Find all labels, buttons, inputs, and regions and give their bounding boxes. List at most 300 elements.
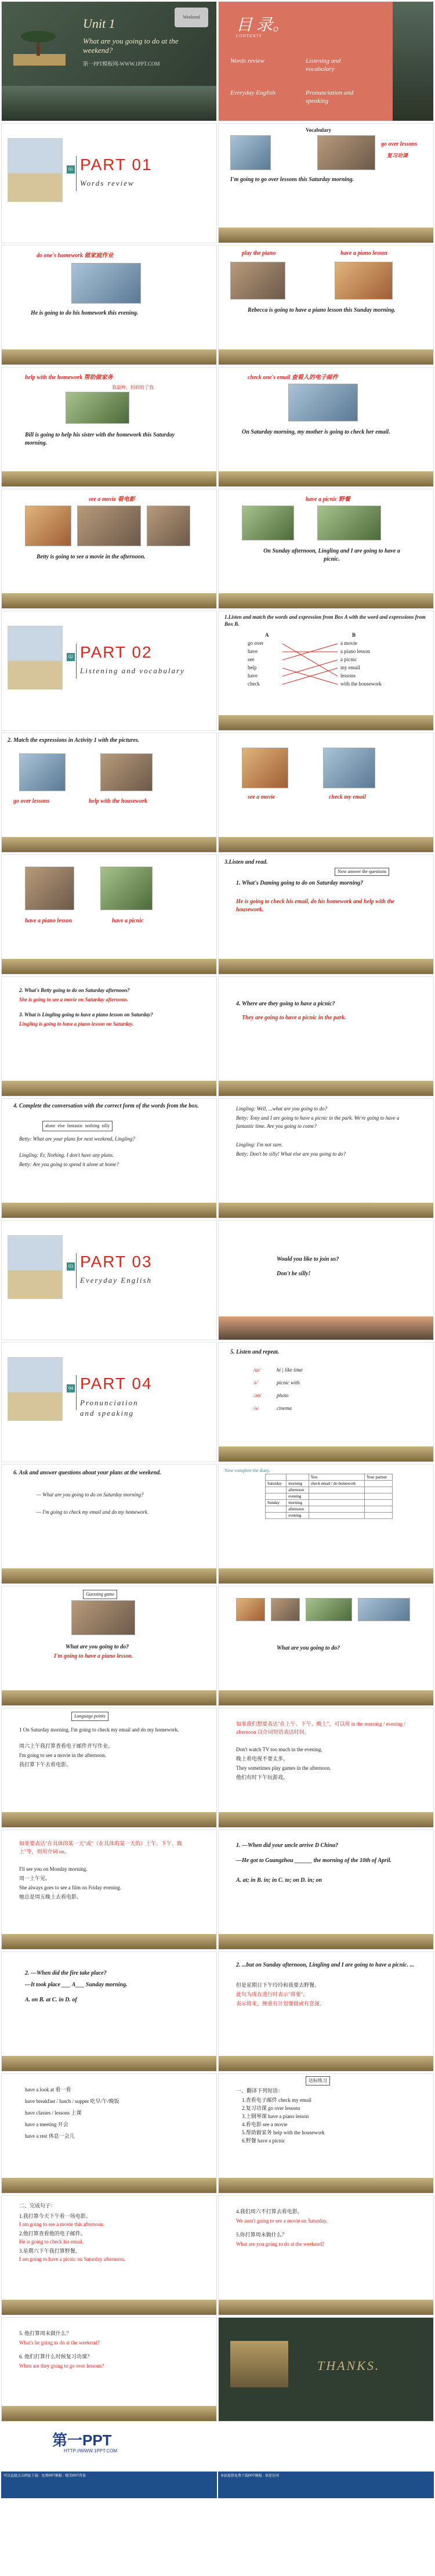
box-a-item[interactable]: have (248, 648, 258, 654)
dialog-line-6: Lingling: I'm not sure. (236, 1142, 283, 1148)
ppt-logo[interactable]: 第一PPT (52, 2431, 112, 2449)
dialog-slide (218, 1098, 434, 1218)
phrase-item-3: have classes / lessons 上课 (25, 2110, 82, 2116)
guess2-question: What are you going to do? (277, 1645, 340, 1651)
ground-strip (219, 1934, 433, 1949)
ground-strip (219, 1690, 433, 1705)
table-row (266, 1493, 393, 1500)
sound-words-1: hi | like time (277, 1367, 303, 1373)
phrases-slide (1, 2073, 217, 2193)
language2-slide (218, 1708, 434, 1828)
table-cell (287, 1474, 309, 1481)
ground-strip (2, 349, 216, 365)
fill3-item-1: 5. 他打算周末做什么？ (19, 2330, 72, 2336)
everyday-slide (218, 1220, 434, 1340)
dialog-line-4: Lingling: Well, ...what are you going to do? (236, 1106, 328, 1112)
footer-url[interactable]: HTTP://WWW.1PPT.COM (64, 2448, 117, 2454)
match2-label-2: help with the housework (89, 798, 147, 804)
guess2-photo-2 (271, 1598, 300, 1621)
language-line-4: 我打算下午去看电影。 (19, 1762, 72, 1767)
homework-label: do one's homework 做家庭作业 (37, 252, 114, 259)
table-cell: afternoon (287, 1506, 309, 1513)
language3-line-2: I'll see you on Monday morning. (19, 1866, 88, 1872)
complete-instruction: 4. Complete the conversation with the correct form of the words from the box. (13, 1103, 199, 1109)
dialog-line-3: Betty: Are you going to spend it alone at home? (19, 1161, 119, 1167)
table-cell: evening (287, 1493, 309, 1500)
table-row (266, 1500, 393, 1506)
thanks-text: THANKS. (317, 2358, 380, 2373)
part-subtitle: Pronunciation and speaking (80, 1398, 139, 1417)
house-photo (8, 1357, 63, 1421)
toc-item-1[interactable]: Words review (230, 57, 264, 64)
phrase-item-5: have a rest 休息一会儿 (25, 2133, 75, 2139)
box-b-item[interactable]: lessons (340, 673, 356, 679)
box-a-item[interactable]: see (248, 656, 255, 662)
ground-strip (219, 1081, 433, 1096)
listen5-header: 5. Listen and repeat. (230, 1349, 280, 1355)
toc-item-3[interactable]: Everyday English (230, 89, 276, 96)
toc-side-image (393, 2, 433, 121)
helpwith-bubble: 我最棒，妈妈给了我 (112, 385, 154, 390)
fill3-item-2: What's he going to do at the weekend? (19, 2340, 100, 2346)
helpwith-photo (66, 392, 129, 424)
table-cell: evening (287, 1513, 309, 1519)
answer-4: They are going to have a picnic in the park. (242, 1015, 346, 1021)
dialog-line-1: Betty: What are your plans for next weekend, Lingling? (19, 1136, 135, 1142)
table-cell[interactable] (309, 1500, 364, 1506)
review-header: 达标练习 (306, 2076, 330, 2086)
table-row (266, 1506, 393, 1513)
review-slide (218, 2073, 434, 2193)
ground-strip (219, 2056, 433, 2071)
movie-photo-3 (147, 506, 190, 546)
table-cell[interactable] (364, 1493, 392, 1500)
answer-3: Lingling is going to have a piano lesson on Saturday. (19, 1021, 134, 1027)
mc2-question-2: —It took place ___ A___ Sunday morning. (25, 1982, 128, 1988)
match3-picture-2 (100, 867, 153, 910)
ground-strip (219, 1568, 433, 1583)
email-label: check one's email 查看人的电子邮件 (248, 374, 338, 381)
answer-2: She is going to see a movie on Saturday afternoon. (19, 997, 129, 1002)
box-b (340, 639, 410, 688)
vocab-phrase-cn: 复习功课 (387, 153, 408, 158)
table-cell: You (309, 1474, 364, 1481)
sound-words-3: photo (277, 1392, 289, 1398)
review-item-5: 5.帮助做家务 help with the housework (242, 2130, 325, 2135)
guess2-slide (218, 1586, 434, 1706)
movie-photo-1 (25, 506, 71, 546)
ask6-line-2: — I'm going to check my email and do my homework. (37, 1509, 149, 1515)
part-subtitle: Listening and vocabulary (80, 666, 185, 675)
part-number: 03 (67, 1262, 75, 1271)
review-item-3: 3.上钢琴课 have a piano lesson (242, 2113, 309, 2119)
part-title: PART 03 (80, 1253, 153, 1271)
picnic-label: have a picnic 野餐 (306, 496, 350, 503)
match2-slide (1, 733, 217, 853)
vocab-sentence: I'm going to go over lessons this Saturday morning. (230, 176, 354, 183)
match2-instruction: 2. Match the expressions in Activity 1 with the pictures. (8, 737, 140, 744)
sound-words-2: picnic with (277, 1380, 300, 1386)
box-b-head: B (352, 632, 356, 638)
part03-slide (1, 1220, 217, 1340)
sound-2: /ɪ/ (253, 1380, 258, 1386)
piano-slide (218, 245, 434, 365)
homework-photo (71, 263, 141, 304)
helpwith-slide (1, 367, 217, 487)
table-row (266, 1481, 393, 1487)
box-b-item[interactable]: a movie (340, 640, 357, 646)
language-line-2: 周六上午我打算查看电子邮件并写作业。 (19, 1743, 114, 1749)
dialog-line-2: Lingling: Er, Nothing. I don't have any plans. (19, 1152, 114, 1158)
site-url: 第一PPT模板网-WWW.1PPT.COM (83, 61, 160, 67)
ground-strip (2, 959, 216, 974)
mc2-question: 2. —When did the fire take place? (25, 1970, 107, 1976)
table-cell: morning (287, 1481, 309, 1487)
match2-label-3: see a movie (248, 794, 276, 800)
family-photo (230, 135, 271, 170)
match2-picture-3 (242, 748, 288, 788)
ground-strip (219, 1812, 433, 1827)
fill-item-6: I am going to have a picnic on Saturday afternoon. (19, 2256, 125, 2262)
listen5-slide (218, 1342, 434, 1462)
language-slide (1, 1708, 217, 1828)
match2-picture-2 (100, 753, 153, 791)
ground-strip (219, 2178, 433, 2193)
ground-strip (2, 2406, 216, 2421)
table-cell[interactable] (364, 1481, 392, 1487)
match2-label-1: go over lessons (13, 798, 50, 804)
table-cell[interactable] (309, 1506, 364, 1513)
fill3-item-3: 6. 他们打算什么时候复习功课？ (19, 2354, 93, 2359)
language2-line-2: Don't watch TV too much in the evening. (236, 1747, 322, 1752)
ground-strip (219, 593, 433, 608)
footer-info-left: 可以直接点击网址下载 · 免费PPT模板 · 精美PPT背景 (1, 2472, 217, 2498)
language-line-1: 1 On Saturday morning, I'm going to check my email and do my homework. (19, 1727, 179, 1733)
box-b-item[interactable]: with the housework (340, 681, 382, 687)
word-box-item: alone (45, 1123, 56, 1128)
fill2-item-3: 5.你打算周末做什么？ (236, 2232, 287, 2238)
picnic-photo-2 (317, 506, 381, 540)
box-b-item[interactable]: a piano lesson (340, 648, 370, 654)
thanks-image (230, 2341, 288, 2387)
table-cell (266, 1506, 287, 1513)
table-cell (266, 1513, 287, 1519)
part01-slide (1, 123, 217, 243)
word-box-item: else (57, 1123, 65, 1128)
picnic-photo-1 (242, 506, 294, 540)
ground-strip (219, 2300, 433, 2315)
sound-4: /ʌ/ (253, 1405, 259, 1411)
part-subtitle: Words review (80, 179, 135, 187)
ground-strip (2, 837, 216, 852)
movie-sentence: Betty is going to see a movie in the afternoon. (37, 554, 146, 560)
table-cell[interactable] (309, 1513, 364, 1519)
toc-item-4[interactable]: Pronunciation and speaking (306, 89, 354, 104)
sound-words-4: cinema (277, 1405, 292, 1411)
table-cell[interactable] (309, 1493, 364, 1500)
ground-strip (219, 1446, 433, 1462)
email-slide (218, 367, 434, 487)
ground-strip (219, 471, 433, 486)
language-header: Language points (71, 1712, 108, 1721)
mc3-slide (218, 1951, 434, 2072)
table-cell (266, 1487, 287, 1493)
ground-strip (219, 349, 433, 365)
box-a-item[interactable]: help (248, 665, 257, 670)
divider-line (76, 1375, 77, 1410)
table-cell (266, 1474, 287, 1481)
matching-instruction: 1.Listen and match the words and expression from Box A with the word and expressions from Box B. (224, 614, 426, 627)
toc-title: 目 录。 (236, 16, 289, 34)
language3-line-1: 如果要表达"在具体的某一天"或"（在具体的某一天的）上午、下午、晚上"等，则用介词 on。 (19, 1841, 183, 1855)
ground-strip (2, 593, 216, 608)
part-subtitle: Everyday English (80, 1276, 153, 1285)
guess-slide (1, 1586, 217, 1706)
sunset-strip (219, 1316, 433, 1340)
vocab-header: Vocabulary (306, 127, 332, 133)
ask6-slide (1, 1464, 217, 1584)
helpwith-label: help with the homework 帮助做家务 (25, 374, 113, 381)
homework-sentence: He is going to do his homework this evening. (31, 310, 139, 316)
homework-slide (1, 245, 217, 365)
guess2-photo-3 (306, 1598, 352, 1621)
ground-strip (2, 1203, 216, 1218)
ground-strip (219, 715, 433, 730)
movie-label: see a movie 看电影 (89, 496, 135, 503)
table-cell: Your partner (364, 1474, 392, 1481)
matching-slide (218, 611, 434, 731)
thanks-slide (218, 2317, 434, 2422)
sound-1: /aɪ/ (253, 1367, 260, 1373)
ground-strip (2, 2178, 216, 2193)
box-b-item[interactable]: my email (340, 665, 360, 670)
study-photo (317, 135, 375, 170)
fill2-item-2: We aren't going to see a movie on Saturday. (236, 2218, 328, 2224)
fill2-item-4: What are you going to do at the weekend? (236, 2241, 324, 2247)
match2-label-4: check my email (329, 794, 366, 800)
table-cell[interactable] (364, 1487, 392, 1493)
ground-strip (2, 1934, 216, 1949)
mc3-note-3: 表示将来，侧重有计划要做或有意图。 (236, 2001, 325, 2007)
house-photo (8, 1235, 63, 1299)
vocab-phrase: go over lessons (381, 141, 418, 147)
landscape-strip (2, 86, 216, 121)
weekend-badge: Weekend (175, 8, 208, 27)
review-item-1: 1.查看电子邮件 check my email (242, 2097, 311, 2103)
cover-slide (1, 1, 217, 121)
listen3-header: 3.Listen and read. (224, 859, 268, 865)
mc2-slide (1, 1951, 217, 2072)
answer-1: He is going to check his email, do his homework and help with the housework. (236, 899, 395, 913)
language2-line-5: 他们有时下午玩游戏。 (236, 1774, 289, 1780)
ground-strip (219, 837, 433, 852)
guess-header: Guessing game (83, 1590, 117, 1599)
language3-line-4: She always goes to see a film on Friday evening. (19, 1885, 121, 1890)
ground-strip (2, 2300, 216, 2315)
word-box-item: silly (102, 1123, 110, 1128)
ground-strip (2, 2056, 216, 2071)
table-cell[interactable] (309, 1487, 364, 1493)
mc3-note-1: 但是星期日下午玲玲和我要去野餐。 (236, 1982, 320, 1988)
toc-item-2[interactable]: Listening and vocabulary (306, 57, 341, 73)
matching-lines (282, 640, 340, 689)
fill-item-5: 3.星期六下午我打算野餐。 (19, 2248, 81, 2254)
divider-line (76, 644, 77, 679)
questions2-slide (1, 976, 217, 1096)
movie-slide (1, 489, 217, 609)
fill-item-2: I am going to see a movie this afternoon. (19, 2221, 105, 2227)
guess2-photo-1 (236, 1598, 265, 1621)
table-cell[interactable] (364, 1500, 392, 1506)
match2b-slide (218, 733, 434, 853)
fill-item-1: 1.我打算今天下午看一场电影。 (19, 2213, 91, 2219)
box-a-head: A (265, 632, 269, 638)
table-row (266, 1487, 393, 1493)
mc1-question-2: —He got to Guangzhou ______ the morning of the 10th of April. (236, 1857, 392, 1864)
table-cell: afternoon (287, 1487, 309, 1493)
box-a-item[interactable]: have (248, 673, 258, 679)
house-photo (8, 626, 63, 690)
ground-strip (2, 1568, 216, 1583)
fill3-slide (1, 2317, 217, 2422)
phrase-item-2: have breakfast / lunch / supper 吃早/午/晚饭 (25, 2098, 119, 2104)
everyday-item-2: Don't be silly! (277, 1271, 311, 1277)
questions4-slide (218, 976, 434, 1096)
language2-line-4: They sometimes play games in the afternoon. (236, 1765, 331, 1771)
piano-label-1: play the piano (242, 250, 276, 257)
ask6-instruction: 6. Ask and answer questions about your plans at the weekend. (13, 1470, 161, 1476)
mc1-slide (218, 1830, 434, 1950)
box-b-item[interactable]: a picnic (340, 656, 357, 662)
box-a-item[interactable]: check (248, 681, 260, 687)
table-cell[interactable]: check email / do homework (309, 1481, 364, 1487)
guess-photo (71, 1600, 135, 1635)
guess-question: What are you going to do? (66, 1644, 129, 1650)
fill2-item-1: 4.我们周六不打算去看电影。 (236, 2209, 303, 2214)
word-box (42, 1121, 113, 1131)
ground-strip (2, 1812, 216, 1827)
guess-answer: I'm going to have a piano lesson. (54, 1653, 133, 1659)
footer-info-right: 本站提供免费下载PPT模板 · 欢迎访问 (218, 2472, 434, 2498)
table-cell: Saturday (266, 1481, 287, 1487)
fill3-item-4: When are they going to go over lessons? (19, 2363, 104, 2369)
mc3-question: 2. ...but on Sunday afternoon, Lingling and I are going to have a picnic. ... (236, 1962, 414, 1968)
mc3-note-2: 此句为现在进行时表示"将要"。 (236, 1991, 309, 1997)
match3-picture-1 (25, 867, 74, 910)
fill-item-3: 2.他打算查看他的电子邮件。 (19, 2231, 86, 2236)
question-3: 3. What is Lingling going to have a piano lesson on Saturday? (19, 1012, 153, 1018)
table-cell: Sunday (266, 1500, 287, 1506)
piano-photo-1 (230, 262, 285, 300)
toc-slide (218, 1, 434, 121)
ground-strip (219, 959, 433, 974)
box-a-item[interactable]: go over (248, 640, 264, 646)
everyday-item-1: Would you like to join us? (277, 1256, 339, 1262)
picnic-slide (218, 489, 434, 609)
review-intro: 一、翻译下列短语： (236, 2088, 284, 2094)
ground-strip (219, 228, 433, 243)
movie-photo-2 (77, 506, 141, 546)
question-2: 2. What's Betty going to do on Saturday afternoon? (19, 987, 130, 993)
house-photo (8, 138, 63, 202)
dialog-line-7: Betty: Don't be silly! What else are you going to do? (236, 1151, 346, 1157)
phrase-item-1: have a look at 看一看 (25, 2087, 71, 2092)
ground-strip (2, 1690, 216, 1705)
unit-question: What are you going to do at the weekend? (83, 37, 179, 55)
match3-slide (1, 854, 217, 975)
piano-sentence: Rebecca is going to have a piano lesson this Sunday morning. (248, 307, 396, 313)
footer (0, 2424, 435, 2576)
sound-3: /əʊ/ (253, 1392, 262, 1398)
email-sentence: On Saturday morning, my mother is going to check her email. (242, 429, 390, 435)
toc-subtitle: CONTENTS (236, 34, 262, 38)
piano-photo-2 (335, 262, 393, 300)
listen3-slide (218, 854, 434, 975)
part-title: PART 01 (80, 156, 153, 174)
helpwith-sentence: Bill is going to help his sister with the homework this Saturday morning. (25, 432, 175, 446)
review-item-2: 2.复习功课 go over lessons (242, 2105, 300, 2111)
part02-slide (1, 611, 217, 731)
language2-line-3: 晚上看电视不要太多。 (236, 1756, 289, 1762)
mc1-question: 1. —When did your uncle arrive D China? (236, 1842, 339, 1849)
phrase-item-4: have a meeting 开会 (25, 2122, 68, 2127)
fill-item-4: He is going to check his email. (19, 2239, 84, 2245)
table-cell[interactable] (364, 1506, 392, 1513)
divider-line (76, 1253, 77, 1288)
diary-table (265, 1474, 393, 1519)
table-cell: morning (287, 1500, 309, 1506)
match3-label-2: have a picnic (112, 918, 144, 924)
vocab-slide (218, 123, 434, 243)
piano-label-2: have a piano lesson (340, 250, 387, 257)
ground-strip (2, 471, 216, 486)
table-cell (266, 1493, 287, 1500)
diary-slide (218, 1464, 434, 1584)
part04-slide (1, 1342, 217, 1462)
review-item-4: 4.看电影 see a movie (242, 2122, 288, 2127)
unit-title: Unit 1 (83, 16, 115, 31)
ground-strip (219, 1203, 433, 1218)
complete-slide (1, 1098, 217, 1218)
language3-line-3: 周一上午见。 (19, 1875, 51, 1881)
match2-picture-1 (19, 753, 66, 791)
table-cell[interactable] (364, 1513, 392, 1519)
tree-illustration (13, 25, 66, 66)
word-box-item: nothing (85, 1123, 100, 1128)
fill-header: 二、完成句子： (19, 2203, 56, 2209)
part-number: 02 (67, 653, 75, 661)
language-line-3: I'm going to see a movie in the afternoon. (19, 1752, 106, 1758)
mc2-options: A. on B. at C. in D. of (25, 1997, 77, 2003)
word-box-item: fantastic (67, 1123, 83, 1128)
divider-line (76, 156, 77, 191)
answer-questions-button[interactable]: Now answer the questions (335, 868, 389, 876)
part-number: 01 (67, 165, 75, 174)
email-photo (288, 384, 358, 421)
table-row (266, 1513, 393, 1519)
part-number: 04 (67, 1384, 75, 1392)
language3-line-5: 她总是周五晚上去看电影。 (19, 1894, 82, 1900)
ground-strip (2, 1081, 216, 1096)
match3-label-1: have a piano lesson (25, 918, 72, 924)
ask6-line-1: — What are you going to do on Saturday morning? (37, 1492, 144, 1498)
dialog-line-5: Betty: Tony and I are going to have a picnic in the park. We're going to have a fantastic time. Are you going to come? (236, 1115, 400, 1129)
table-header (266, 1474, 393, 1481)
guess2-photo-4 (358, 1598, 410, 1621)
part-title: PART 04 (80, 1374, 153, 1392)
part-title: PART 02 (80, 643, 153, 661)
fill2-slide (218, 2195, 434, 2315)
